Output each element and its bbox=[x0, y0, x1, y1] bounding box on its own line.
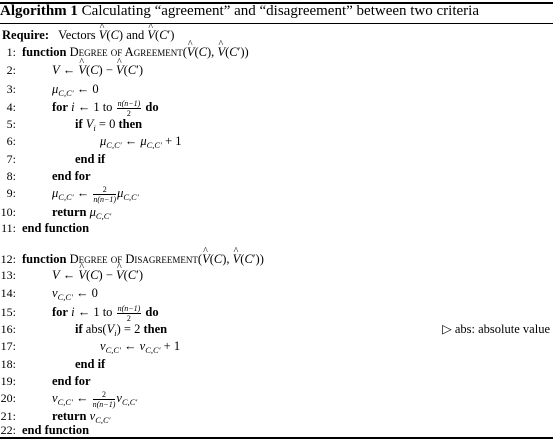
caption-rule bbox=[0, 23, 553, 24]
line-number: 7: bbox=[6, 152, 16, 166]
line-code: V ← ^ V(C) − ^ V(C′) bbox=[52, 266, 143, 285]
line-number: 11: bbox=[1, 221, 16, 235]
line-code: end function bbox=[22, 423, 90, 437]
line-number: 4: bbox=[6, 100, 16, 114]
line-number: 8: bbox=[6, 169, 16, 183]
line-code: end for bbox=[52, 169, 91, 183]
line-code: if $V_i = 0$ then bbox=[75, 117, 143, 133]
line-number: 12: bbox=[0, 252, 16, 266]
line-number: 19: bbox=[0, 374, 16, 388]
line-number: 21: bbox=[0, 409, 16, 423]
line-code: $\mu_{C,C'}$ ← $\frac{2}{n(n-1)}$ $\mu_{C,C'}$ bbox=[52, 184, 139, 204]
line-code: end function bbox=[22, 221, 90, 235]
line-code: end if bbox=[75, 152, 106, 166]
line-number: 18: bbox=[0, 357, 16, 371]
line-code: V ← ^ V(C) − ^ V(C′) bbox=[52, 61, 143, 80]
line-number: 20: bbox=[0, 391, 16, 405]
line-number: 9: bbox=[6, 186, 16, 200]
line-number: 14: bbox=[0, 286, 16, 300]
line-number: 6: bbox=[6, 134, 16, 148]
line-number: 22: bbox=[0, 423, 16, 437]
line-number: 16: bbox=[0, 322, 16, 336]
line-number: 10: bbox=[0, 205, 16, 219]
line-code: return $\mu_{C,C'}$ bbox=[52, 205, 112, 221]
line-code: function Degree of Agreement(^ V(C), ^ V(C′)) bbox=[22, 43, 249, 62]
line-number: 5: bbox=[6, 117, 16, 131]
line-comment: ▷ abs: absolute value bbox=[442, 322, 550, 336]
line-code: for i ← 1 to $\frac{n(n-1)}{2}$ do bbox=[52, 303, 159, 323]
algorithm-caption bbox=[0, 3, 479, 20]
caption-label: Algorithm 1 bbox=[0, 3, 78, 19]
line-number: 13: bbox=[0, 268, 16, 282]
line-code: end if bbox=[75, 357, 106, 371]
line-code: $\mu_{C,C'}$ ← 0 bbox=[52, 82, 99, 98]
line-number: 17: bbox=[0, 339, 16, 353]
line-code: $\nu_{C,C'}$ ← $\frac{2}{n(n-1)}$ $\nu_{C,C'}$ bbox=[52, 389, 138, 409]
line-code: for i ← 1 to $\frac{n(n-1)}{2}$ do bbox=[52, 98, 159, 118]
line-code: $\mu_{C,C'}$ ← $\mu_{C,C'} + 1$ bbox=[100, 134, 182, 150]
line-number: 2: bbox=[6, 63, 16, 77]
bottom-rule bbox=[0, 437, 553, 439]
line-code: return $\nu_{C,C'}$ bbox=[52, 409, 111, 425]
line-code: end for bbox=[52, 374, 91, 388]
line-number: 3: bbox=[6, 82, 16, 96]
require-text: Vectors ^ V(C) and ^ V(C′) bbox=[52, 28, 174, 42]
require-keyword: Require: bbox=[2, 28, 49, 42]
line-number: 15: bbox=[0, 305, 16, 319]
caption-title: Calculating “agreement” and “disagreement” between two criteria bbox=[81, 3, 479, 19]
line-code: $\nu_{C,C'}$ ← $\nu_{C,C'} + 1$ bbox=[100, 339, 181, 355]
line-number: 1: bbox=[6, 45, 16, 59]
line-code: $\nu_{C,C'}$ ← 0 bbox=[52, 286, 98, 302]
line-code: if $abs(V_i) = 2$ then bbox=[75, 322, 168, 338]
algorithm-line bbox=[0, 320, 553, 339]
line-code: function Degree of Disagreement(^ V(C), ^ V(C′)) bbox=[22, 250, 264, 269]
